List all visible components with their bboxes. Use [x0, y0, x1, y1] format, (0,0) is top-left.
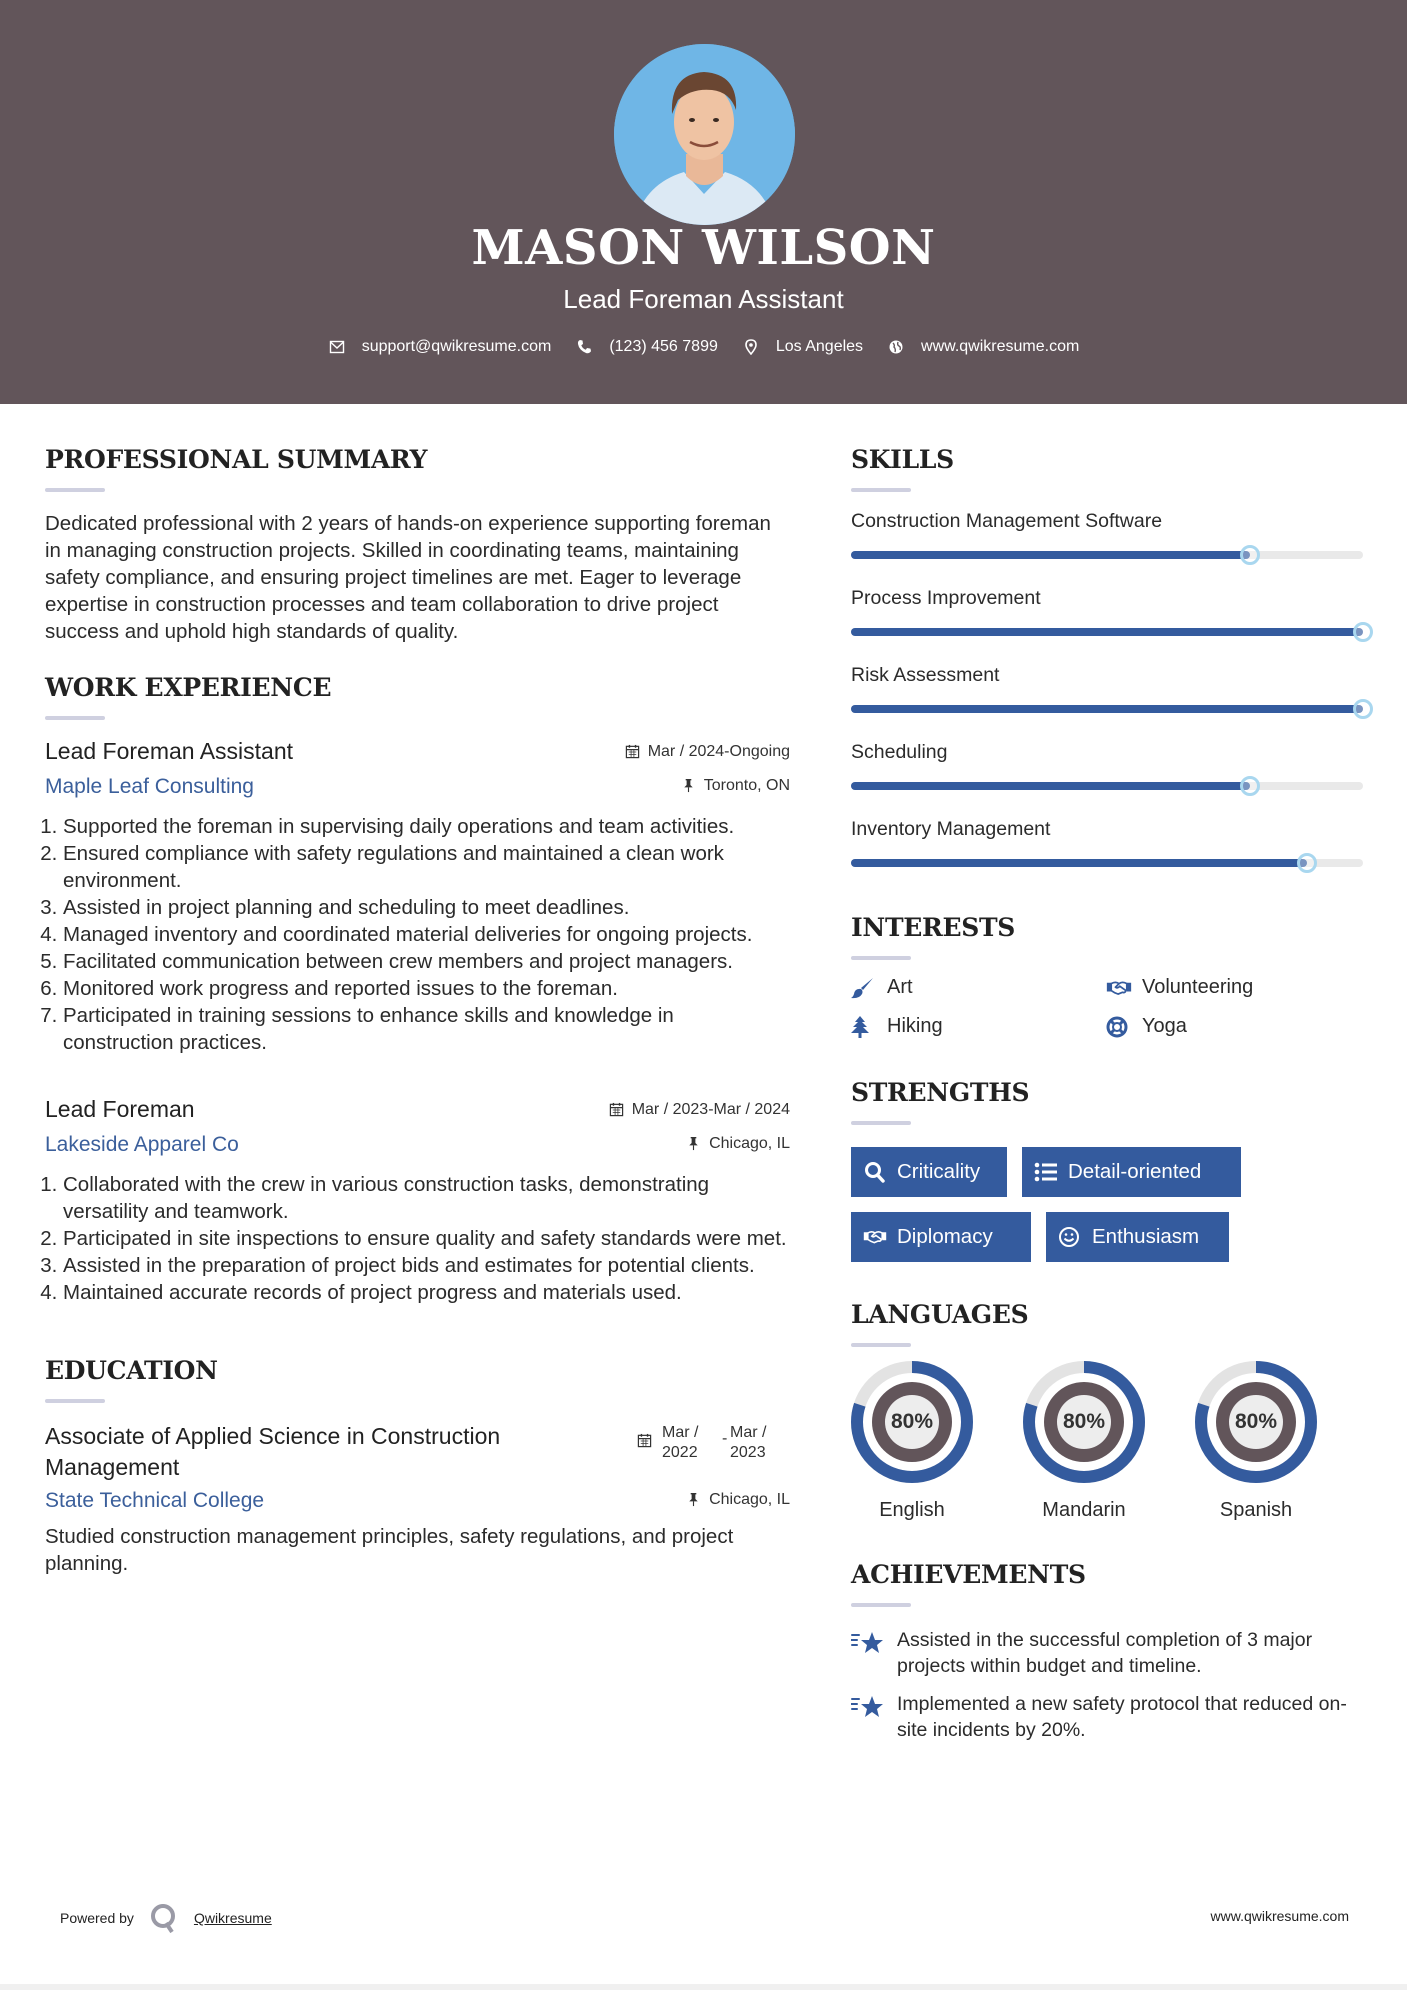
- job-location: Chicago, IL: [686, 1135, 790, 1153]
- contact-location-text: Los Angeles: [775, 338, 864, 355]
- calendar-icon: [637, 1433, 652, 1448]
- language-name: English: [879, 1499, 945, 1521]
- job-responsibilities: [45, 1171, 790, 1306]
- responsibility-item: 4. Maintained accurate records of project progress and materials used.: [63, 1279, 790, 1306]
- skill-bar: [851, 859, 1363, 867]
- school-location: Chicago, IL: [686, 1491, 790, 1509]
- candidate-name: MASON WILSON: [471, 220, 936, 276]
- calendar-icon: [625, 744, 640, 759]
- section-work-experience: [45, 673, 790, 1306]
- contact-phone-text: (123) 456 7899: [609, 338, 718, 355]
- responsibility-item: 2. Ensured compliance with safety regulations and maintained a clean work environment.: [63, 840, 790, 894]
- job-location: Toronto, ON: [681, 777, 790, 795]
- section-divider: [851, 1343, 911, 1347]
- footer-website-link[interactable]: www.qwikresume.com: [1210, 1908, 1349, 1924]
- section-education: [45, 1356, 790, 1577]
- phone-icon: [575, 338, 593, 356]
- language-item: [1195, 1361, 1317, 1522]
- section-divider: [851, 956, 911, 960]
- skill-item: Inventory Management: [851, 818, 1366, 895]
- envelope-icon: [328, 338, 346, 356]
- job-dates: Mar / 2023-Mar / 2024: [609, 1101, 790, 1119]
- section-divider: [45, 1399, 105, 1403]
- resume-header: [0, 0, 1407, 404]
- list-icon: [1034, 1161, 1058, 1183]
- paintbrush-icon: [851, 977, 877, 999]
- skill-item: Scheduling: [851, 741, 1366, 818]
- section-divider: [851, 1603, 911, 1607]
- achievement-item: Implemented a new safety protocol that reduced on-site incidents by 20%.: [851, 1691, 1366, 1743]
- globe-icon: [887, 338, 905, 356]
- skill-bar-knob: [1297, 853, 1317, 873]
- section-skills: [851, 445, 1366, 895]
- responsibility-item: 6. Monitored work progress and reported issues to the foreman.: [63, 975, 790, 1002]
- interest-item: Yoga: [1106, 1015, 1361, 1038]
- right-column: [851, 445, 1366, 1755]
- responsibility-item: 7. Participated in training sessions to enhance skills and knowledge in construction practices.: [63, 1002, 790, 1056]
- tree-icon: [851, 1016, 877, 1038]
- map-pin-icon: [742, 338, 760, 356]
- skill-bar-knob: [1240, 776, 1260, 796]
- responsibility-item: 1. Supported the foreman in supervising daily operations and team activities.: [63, 813, 790, 840]
- interest-item: Art: [851, 976, 1106, 999]
- contact-bar: [0, 338, 1407, 356]
- language-donut-chart: 80%: [1195, 1361, 1317, 1483]
- language-donut-chart: 80%: [851, 1361, 973, 1483]
- contact-website[interactable]: [887, 338, 1079, 356]
- responsibility-item: 3. Assisted in project planning and scheduling to meet deadlines.: [63, 894, 790, 921]
- section-strengths: [851, 1078, 1366, 1262]
- section-title: STRENGTHS: [851, 1078, 1030, 1107]
- section-title: PROFESSIONAL SUMMARY: [45, 445, 428, 474]
- education-dates: Mar / 2022 - Mar / 2023: [637, 1423, 790, 1463]
- interest-item: Volunteering: [1106, 976, 1361, 999]
- contact-website-text: www.qwikresume.com: [921, 338, 1080, 355]
- job-title: Lead Foreman: [45, 1096, 195, 1122]
- skill-item: Process Improvement: [851, 587, 1366, 664]
- degree-title: Associate of Applied Science in Construction Management: [45, 1423, 501, 1480]
- strength-badge: Enthusiasm: [1046, 1212, 1229, 1262]
- language-item: [851, 1361, 973, 1522]
- avatar: [614, 44, 795, 225]
- skill-bar: [851, 705, 1363, 713]
- page-bottom-edge: [0, 1984, 1407, 1990]
- calendar-icon: [609, 1102, 624, 1117]
- qwikresume-link[interactable]: Qwikresume: [193, 1910, 272, 1926]
- section-title: LANGUAGES: [851, 1300, 1029, 1329]
- achievement-item: Assisted in the successful completion of 3 major projects within budget and timeline.: [851, 1627, 1366, 1679]
- life-ring-icon: [1106, 1016, 1132, 1038]
- job-responsibilities: [45, 813, 790, 1056]
- search-icon: [863, 1161, 887, 1183]
- responsibility-item: 1. Collaborated with the crew in various construction tasks, demonstrating versatility and teamwork.: [63, 1171, 790, 1225]
- contact-phone[interactable]: [575, 338, 718, 356]
- contact-email[interactable]: [328, 338, 552, 356]
- job-dates: Mar / 2024-Ongoing: [625, 743, 790, 761]
- section-divider: [45, 716, 105, 720]
- section-divider: [851, 488, 911, 492]
- company-name: Lakeside Apparel Co: [45, 1133, 239, 1156]
- pushpin-icon: [681, 778, 696, 793]
- contact-email-text: support@qwikresume.com: [361, 338, 552, 355]
- skill-bar: [851, 628, 1363, 636]
- strength-badge: Criticality: [851, 1147, 1007, 1197]
- education-description: Studied construction management principles, safety regulations, and project planning.: [45, 1525, 734, 1575]
- section-title: ACHIEVEMENTS: [851, 1560, 1086, 1589]
- strength-badge: Detail-oriented: [1022, 1147, 1241, 1197]
- candidate-role: Lead Foreman Assistant: [563, 284, 844, 314]
- section-title: WORK EXPERIENCE: [45, 673, 332, 702]
- strength-badge: Diplomacy: [851, 1212, 1031, 1262]
- skill-bar-knob: [1240, 545, 1260, 565]
- section-achievements: [851, 1560, 1366, 1743]
- section-summary: [45, 445, 790, 645]
- section-interests: [851, 913, 1366, 1038]
- language-donut-chart: 80%: [1023, 1361, 1145, 1483]
- language-name: Spanish: [1219, 1499, 1293, 1521]
- job-entry: [45, 1096, 790, 1306]
- language-item: [1023, 1361, 1145, 1522]
- pushpin-icon: [686, 1136, 701, 1151]
- skill-bar: [851, 782, 1363, 790]
- smile-icon: [1058, 1226, 1082, 1248]
- contact-location: [742, 338, 863, 356]
- summary-text: Dedicated professional with 2 years of hands-on experience supporting foreman in managing construction projects. Skilled in coordinating teams, maintaining safety compliance, and ensuring project timelines are met. Eager to leverage expertise in construction processes and team collaboration to drive project success and uphold high standards of quality.: [45, 512, 771, 643]
- skill-item: Construction Management Software: [851, 510, 1366, 587]
- section-title: INTERESTS: [851, 913, 1016, 942]
- section-divider: [45, 488, 105, 492]
- responsibility-item: 3. Assisted in the preparation of project bids and estimates for potential clients.: [63, 1252, 790, 1279]
- skill-bar-knob: [1353, 622, 1373, 642]
- interest-item: Hiking: [851, 1015, 1106, 1038]
- pushpin-icon: [686, 1492, 701, 1507]
- school-name: State Technical College: [45, 1489, 265, 1512]
- section-divider: [851, 1121, 911, 1125]
- star-icon: [851, 1629, 885, 1657]
- responsibility-item: 2. Participated in site inspections to ensure quality and safety standards were met.: [63, 1225, 790, 1252]
- left-column: [45, 445, 790, 1577]
- responsibility-item: 5. Facilitated communication between crew members and project managers.: [63, 948, 790, 975]
- company-name: Maple Leaf Consulting: [45, 775, 254, 798]
- section-languages: [851, 1300, 1366, 1522]
- job-entry: [45, 738, 790, 1056]
- section-title: SKILLS: [851, 445, 954, 474]
- handshake-icon: [863, 1226, 887, 1248]
- qwikresume-logo-icon: [150, 1903, 178, 1933]
- skill-bar-knob: [1353, 699, 1373, 719]
- skill-item: Risk Assessment: [851, 664, 1366, 741]
- footer-powered-by: Powered by Qwikresume: [60, 1903, 272, 1933]
- star-icon: [851, 1693, 885, 1721]
- responsibility-item: 4. Managed inventory and coordinated material deliveries for ongoing projects.: [63, 921, 790, 948]
- language-name: Mandarin: [1042, 1499, 1126, 1521]
- section-title: EDUCATION: [45, 1356, 218, 1385]
- job-title: Lead Foreman Assistant: [45, 738, 294, 764]
- profile-photo: [614, 44, 795, 225]
- handshake-icon: [1106, 977, 1132, 999]
- skill-bar: [851, 551, 1363, 559]
